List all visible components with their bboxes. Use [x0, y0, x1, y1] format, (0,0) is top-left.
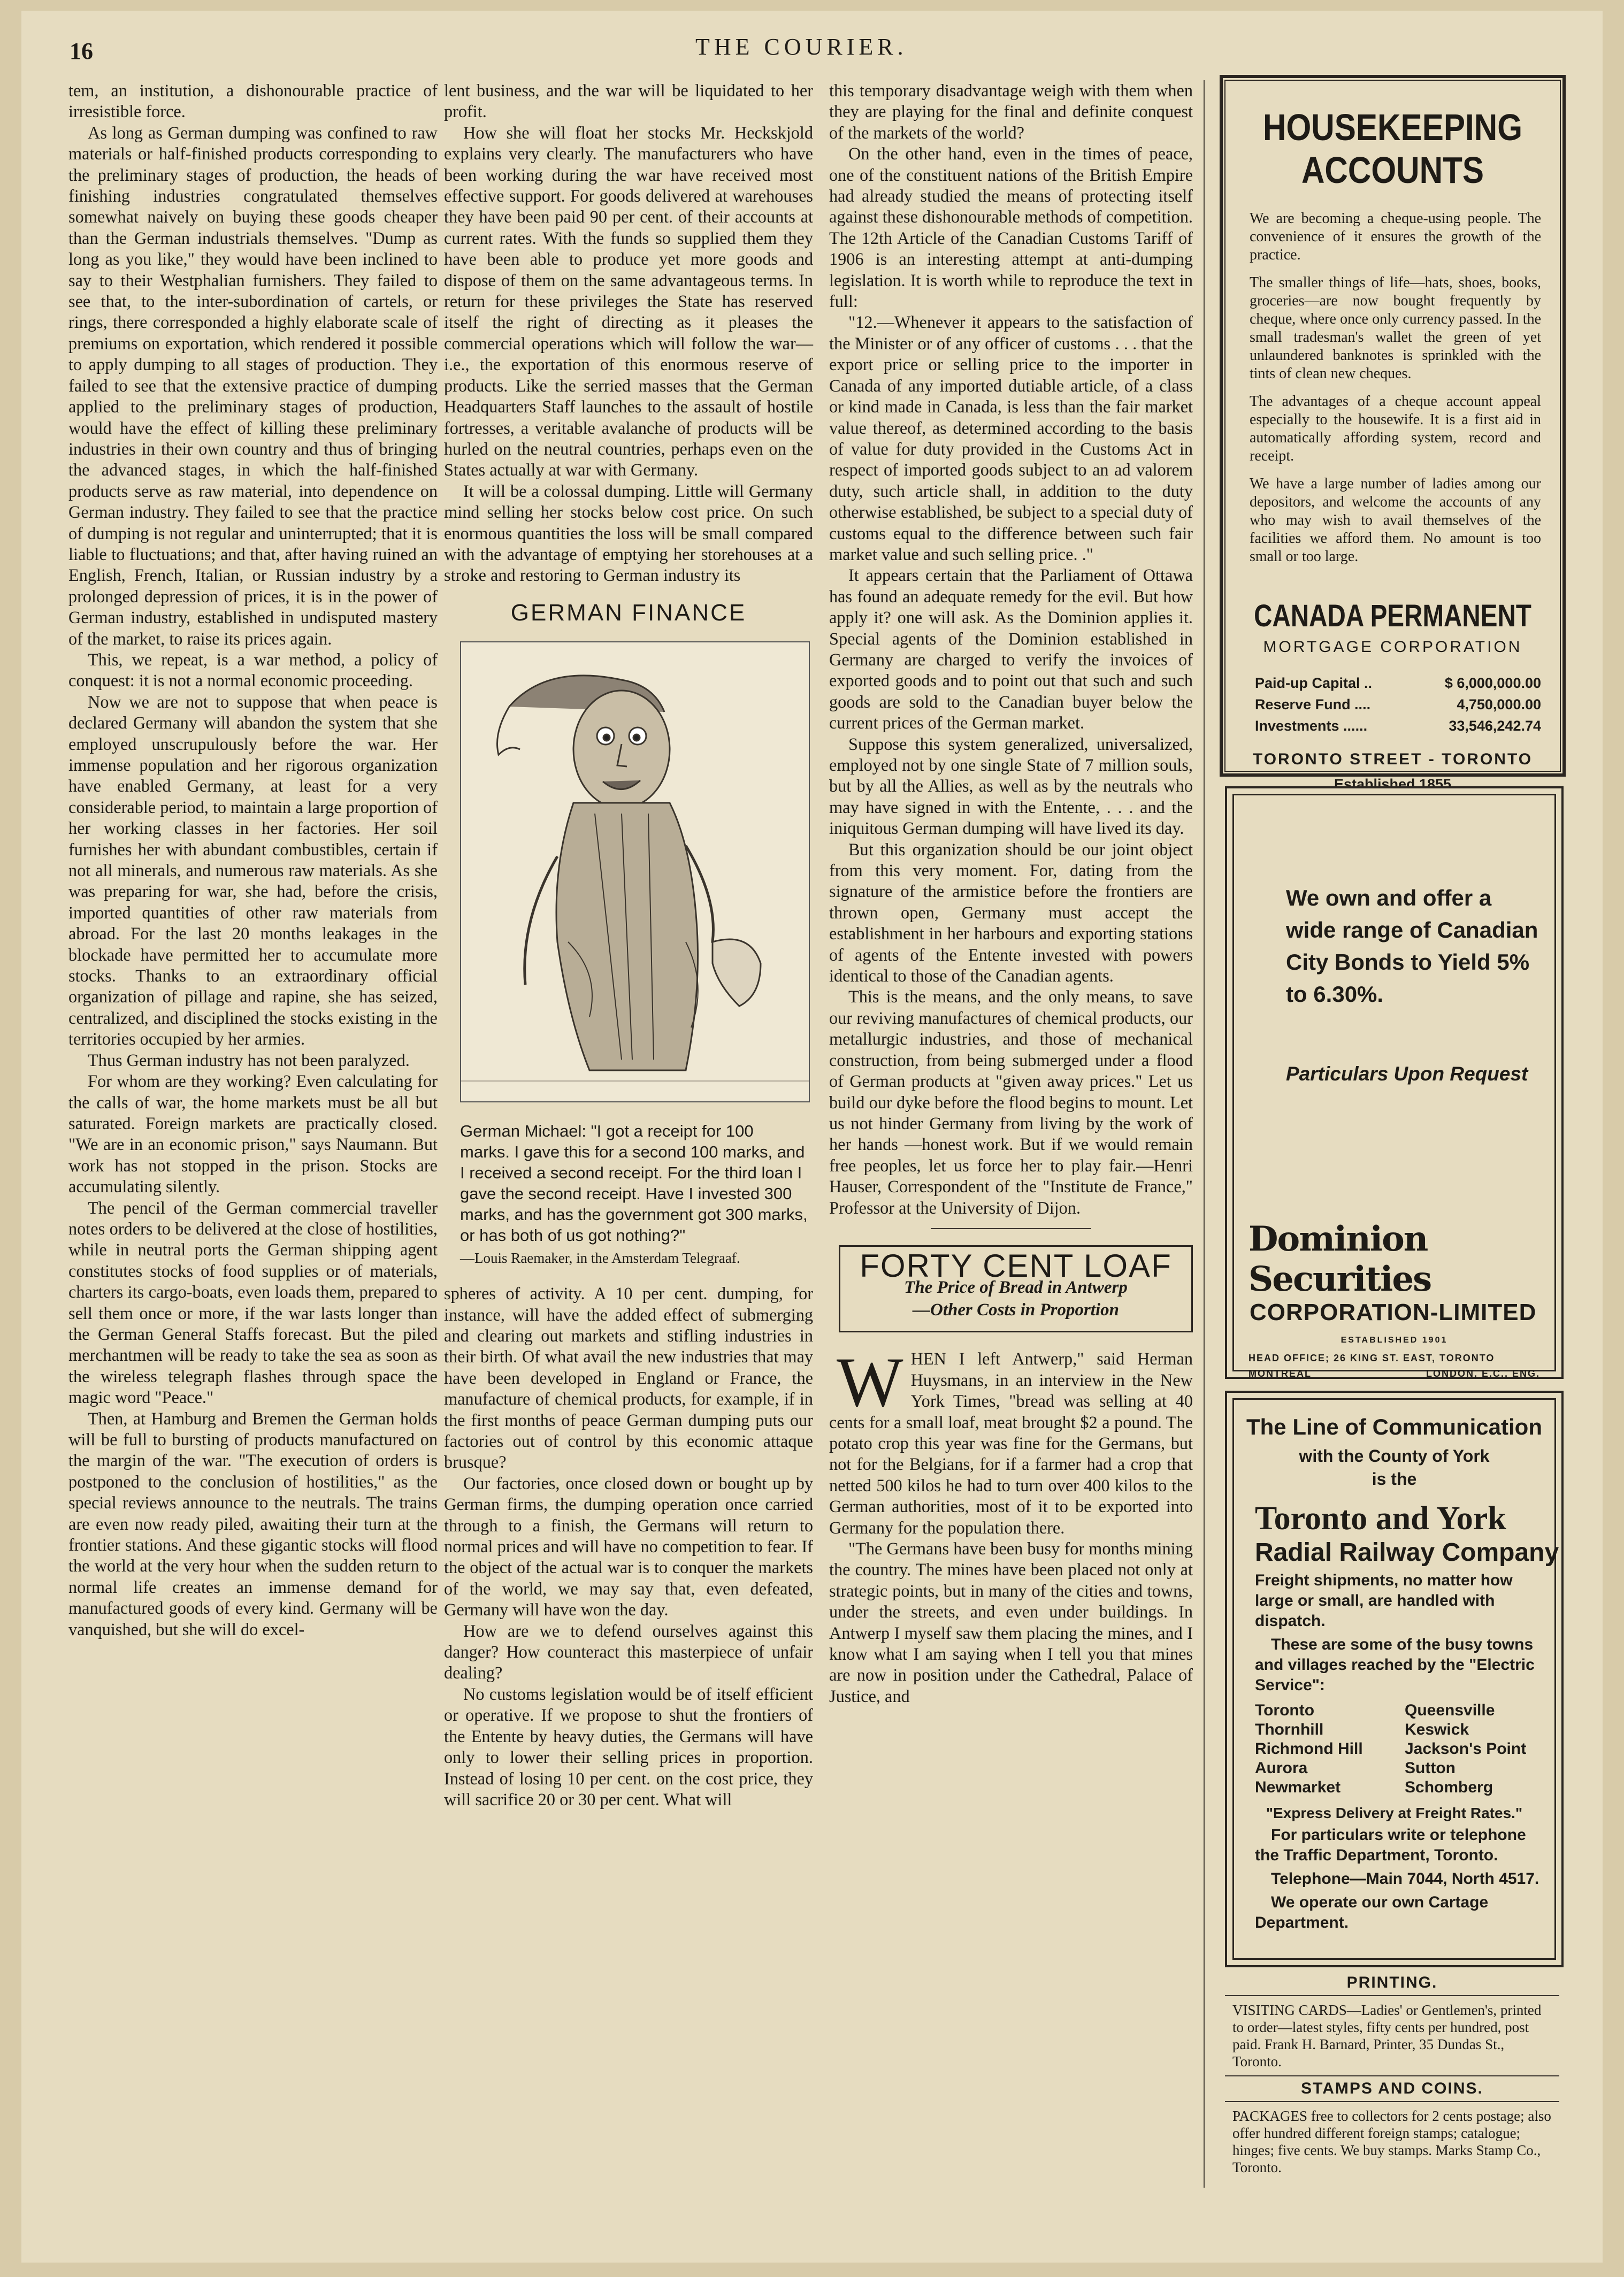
town: Newmarket: [1255, 1778, 1341, 1796]
fin-label: Paid-up Capital ..: [1255, 675, 1373, 691]
head-office-text: HEAD OFFICE; 26 KING ST. EAST, TORONTO: [1248, 1353, 1495, 1363]
branch-city: LONDON, E.C., ENG.: [1426, 1368, 1540, 1379]
article-column-3: [829, 80, 1193, 1707]
town: Aurora: [1255, 1759, 1308, 1777]
company-subtitle: MORTGAGE CORPORATION: [1263, 638, 1522, 656]
fin-value: $ 6,000,000.00: [1444, 675, 1541, 691]
classified-rule: [1225, 1995, 1559, 1996]
ad-title: [1246, 106, 1538, 191]
classified-heading: STAMPS AND COINS.: [1301, 2080, 1483, 2097]
ad-paragraph: We are becoming a cheque-using people. The convenience of it ensures the growth of the practice.: [1250, 210, 1541, 263]
ad-paragraph: The advantages of a cheque account appeal especially to the housewife. It is a first aid in automatically affording system, record and receipt.: [1250, 393, 1541, 464]
town: Queensville: [1405, 1701, 1495, 1719]
ad-paragraph: These are some of the busy towns and villages reached by the "Electric Service":: [1255, 1636, 1535, 1694]
cartoon-heading: GERMAN FINANCE: [510, 599, 747, 626]
article-paragraph: tem, an institution, a dishonourable practice of irresistible force.: [68, 81, 438, 121]
company-subtitle: Radial Railway Company: [1255, 1538, 1559, 1567]
article-paragraph: Then, at Hamburg and Bremen the German holds will be full to bursting of products manufactured on the margin of the war. "The execution of orders is postponed to the conclusion of hostilities," as the special reviews announce to the neutrals. The trains are even now ready piled, awaiting their turn at the frontier stations. And these gigantic stocks will flood the world at the very hour when the sudden return to normal life creates an immense demand for manufactured goods of every kind. Germany will be vanquished, but she will do excel-: [68, 1408, 438, 1639]
town: Sutton: [1405, 1759, 1456, 1777]
masthead-title: THE COURIER.: [695, 34, 908, 60]
article-paragraph: lent business, and the war will be liquidated to her profit.: [444, 81, 813, 121]
branch-city: MONTREAL: [1248, 1368, 1312, 1379]
article-paragraph: But this organization should be our joint object from this very moment. For, dating from the signature of the armistice before the frontiers are thrown open, Germany must accept the establishment in her harbours and exporting stations of agents of the Entente invested with powers identical to those of the Canadian agents.: [829, 839, 1193, 986]
ad-offer-text: We own and offer a wide range of Canadian City Bonds to Yield 5% to 6.30%.: [1286, 885, 1538, 1007]
fin-label: Reserve Fund ....: [1255, 696, 1371, 712]
company-name: Toronto and York: [1255, 1500, 1506, 1537]
article-paragraph: This is the means, and the only means, to save our reviving manufactures of chemical products, our metallurgic industries, and those of mechanical construction, from being submerged under a flood of German products at "given away prices." Let us build our dyke before the flood begins to mount. Let us not hinder Germany from living by the work of her hands —honest work. But if we would remain free peoples, let us force her to play fair.—Henri Hauser, Correspondent of the "Institute de France," Professor at the University of Dijon.: [829, 987, 1193, 1217]
cartoon-caption: German Michael: "I got a receipt for 100 marks. I gave this for a second 100 marks, and I received a second receipt. For the third loan I gave the second receipt. Have I invested 300 marks, and has the government got 300 marks, or has both of us got nothing?": [460, 1122, 808, 1245]
forty-cent-loaf-heading-box: [839, 1245, 1193, 1332]
classified-rule: [1225, 2075, 1559, 2076]
article-paragraph: Suppose this system generalized, universalized, employed not by one single State of 7 million souls, but by all the Allies, as well as by the neutrals who may have signed in with the Entente, . . . and the iniquitous German dumping will have lived its day.: [829, 734, 1193, 838]
ad-dominion-securities: [1225, 786, 1564, 1379]
article-subtitle: —Other Costs in Proportion: [912, 1300, 1119, 1320]
financial-row: [1255, 715, 1541, 737]
column-rule: [1204, 80, 1205, 2188]
head-office: [1248, 1353, 1540, 1364]
financial-row: [1255, 694, 1541, 715]
town: Jackson's Point: [1405, 1740, 1527, 1758]
express-slogan: "Express Delivery at Freight Rates.": [1266, 1805, 1523, 1821]
cartoon-credit: —Louis Raemaker, in the Amsterdam Telegraaf.: [460, 1250, 740, 1267]
ad-paragraph: We have a large number of ladies among our depositors, and welcome the accounts of any who may wish to avail themselves of the facilities we afford them. No amount is too small or too large.: [1250, 476, 1541, 565]
ad-headline: The Line of Communication: [1246, 1414, 1542, 1439]
ad-housekeeping-accounts: [1220, 75, 1566, 792]
classified-text: PACKAGES free to collectors for 2 cents postage; also offer hundred different foreign stamps; catalogue; hinges; five cents. We buy stamps. Marks Stamp Co., Toronto.: [1232, 2108, 1551, 2175]
town: Richmond Hill: [1255, 1740, 1363, 1758]
town: Thornhill: [1255, 1721, 1324, 1738]
article-paragraph: "The Germans have been busy for months mining the country. The mines have been placed not only at strategic points, but in many of the cities and towns, under the streets, and even under buildings. In Antwerp I myself saw them placing the mines, and I know what I am saying when I tell you that mines are now in position under the Cathedral, Palace of Justice, and: [829, 1539, 1193, 1706]
article-paragraph: Now we are not to suppose that when peace is declared Germany will abandon the system that she employed unscrupulously before the war. Her immense population and her rigorous organization have enabled Germany, at least for a very considerable period, to maintain a large proportion of her working classes in her factories. Her soil furnishes her with abundant combustibles, certain if not all minerals, and numerous raw materials. As she was preparing for war, she had, before the crisis, imported quantities of other raw materials from abroad. For the last 20 months leakages in the blockade have permitted her to accumulate more stocks. Thanks to an extraordinary official organization of pillage and rapine, she has seized, centralized, and disciplined the stocks existing in the territories occupied by her armies.: [68, 692, 438, 1049]
company-name: CANADA PERMANENT: [1254, 599, 1531, 633]
article-paragraph: On the other hand, even in the times of peace, one of the constituent nations of the British Empire had already studied the means of protecting itself against these dishonourable methods of competition. The 12th Article of the Canadian Customs Tariff of 1906 is an interesting attempt at anti-dumping legislation. It is worth while to reproduce the text in full:: [829, 144, 1193, 311]
fin-value: 4,750,000.00: [1457, 696, 1541, 712]
ad-paragraph: Freight shipments, no matter how large or small, are handled with dispatch.: [1255, 1571, 1513, 1630]
article-paragraph-text: HEN I left Antwerp," said Herman Huysmans, in an interview in the New York Times, "bread was selling at 40 cents for a small loaf, meat brought $2 a pound. The potato crop this year was fine for the Germans, but not for the Belgians, for if a farmer had a crop that netted 500 kilos he had to turn over 400 kilos to the German authorities, most of it to be exported into Germany for the population there.: [829, 1349, 1193, 1537]
classified-text: VISITING CARDS—Ladies' or Gentlemen's, printed to order—latest styles, fifty cents per hundred, post paid. Frank H. Barnard, Printer, 35 Dundas St., Toronto.: [1232, 2002, 1542, 2069]
ad-title-line: ACCOUNTS: [1301, 149, 1484, 191]
branch-offices: [1248, 1368, 1540, 1379]
article-column-2: [444, 80, 813, 1810]
financial-row: [1255, 672, 1541, 694]
fin-value: 33,546,242.74: [1449, 718, 1541, 734]
article-paragraph: As long as German dumping was confined to raw materials or half-finished products corresponding to the preliminary stages of production, the heads of finishing industries congratulated themselves somewhat naively on buying these goods cheaper than the German industrials themselves. "Dump as long as you like," they would have been inclined to say to their Westphalian furnishers. They failed to see that, to the inter-subordination of cartels, or rings, there corresponded a highly elaborate scale of premiums on exportation, which rendered it possible to apply dumping to all stages of production. They failed to see that the extensive practice of dumping applied to the preliminary stages of production, would have the effect of killing these preliminary industries in their own country and thus of bringing the advanced stages, in which the half-finished products serve as raw material, into dependence on German industry. They failed to see that the practice of dumping is not regular and uninterrupted; that it is liable to fluctuations; and that, after having ruined an English, French, Italian, or Russian industry by a prolonged depression of prices, it is in the power of German industry, established in undisputed mastery of the market, to raise its prices again.: [68, 122, 438, 648]
article-subtitle: The Price of Bread in Antwerp: [904, 1278, 1128, 1298]
article-paragraph: How are we to defend ourselves against this danger? How counteract this masterpiece of unfair dealing?: [444, 1621, 813, 1683]
classified-heading: PRINTING.: [1346, 1974, 1438, 1991]
article-column-1: [68, 80, 438, 1640]
ad-headline: with the County of York: [1299, 1446, 1490, 1466]
ad-paragraph: We operate our own Cartage Department.: [1255, 1893, 1489, 1931]
cartoon-illustration: [461, 642, 809, 1101]
german-michael-cartoon: [460, 641, 810, 1102]
page-number: 16: [70, 38, 93, 64]
established-date: Established 1855: [1334, 776, 1452, 792]
article-paragraph: [829, 1343, 1193, 1538]
article-paragraph: For whom are they working? Even calculating for the calls of war, the home markets must be all but saturated. Foreign markets are practically closed. "We are in an economic prison," says Naumann. But work has not stopped in the prison. Stocks are accumulating silently.: [68, 1071, 438, 1197]
article-title: FORTY CENT LOAF: [860, 1247, 1172, 1284]
article-paragraph: this temporary disadvantage weigh with them when they are playing for the final and definite conquest of the markets of the world?: [829, 81, 1193, 142]
ad-headline: is the: [1372, 1469, 1417, 1489]
town-list: [1255, 1701, 1540, 1797]
article-paragraph: It appears certain that the Parliament of Ottawa has found an adequate remedy for the evil. But how apply it? one will ask. As the Dominion applies it. Special agents of the Dominion established in Germany are charged to verify the invoices of exported goods and to point out that such and such goods are sold to the Canadian buyer below the current prices of the German market.: [829, 565, 1193, 733]
company-subtitle: CORPORATION-LIMITED: [1250, 1299, 1537, 1325]
company-name: Dominion Securities: [1248, 1219, 1431, 1299]
fin-label: Investments ......: [1255, 718, 1368, 734]
drop-cap: W: [837, 1343, 903, 1422]
town: Toronto: [1255, 1701, 1315, 1719]
company-address: TORONTO STREET - TORONTO: [1252, 750, 1533, 768]
ad-radial-railway: [1225, 1391, 1564, 1967]
article-paragraph: "12.—Whenever it appears to the satisfaction of the Minister or of any officer of customs . . . that the export price or selling price to the importer in Canada of any imported dutiable article, of a class or kind made in Canada, is less than the fair market value thereof, as determined according to the basis of value for duty provided in the Customs Act in respect of imported goods subject to an ad valorem duty, such article shall, in addition to the duty otherwise established, be subject to a special duty of customs equal to the difference between such fair market value and such selling price. .": [829, 312, 1193, 564]
classified-rule: [1225, 2101, 1559, 2102]
article-paragraph: No customs legislation would be of itself efficient or operative. If we propose to shut the frontiers of the Entente by heavy duties, the Germans will have only to lower their selling prices in proportion. Instead of losing 10 per cent. on the cost price, they will sacrifice 20 or 30 per cent. What will: [444, 1684, 813, 1809]
article-paragraph: This, we repeat, is a war method, a policy of conquest: it is not a normal economic proceeding.: [68, 649, 438, 691]
ad-paragraph: For particulars write or telephone the Traffic Department, Toronto.: [1255, 1826, 1526, 1864]
financial-table: [1255, 672, 1541, 737]
article-paragraph: The pencil of the German commercial traveller notes orders to be delivered at the close of hostilities, while in neutral ports the German shipping agent constitutes stocks of food supplies or of materials, charters its cargo-boats, even loads them, prepared to sell them once or more, if the war lasts longer than the German General Staffs forecast. But the piled merchantmen will be ready to take the sea as soon as the wireless telegraph flashes through space the magic word "Peace.": [68, 1198, 438, 1407]
article-paragraph: It will be a colossal dumping. Little will Germany mind selling her stocks below cost price. On such enormous quantities the loss will be small compared with the advantage of emptying her storehouses at a stroke and restoring to German industry its: [444, 481, 813, 585]
ad-request-text: Particulars Upon Request: [1286, 1063, 1528, 1085]
classified-ads: [1225, 1974, 1559, 2198]
ad-title-line: HOUSEKEEPING: [1262, 106, 1523, 148]
article-paragraph: How she will float her stocks Mr. Heckskjold explains very clearly. The manufacturers who have been working during the war have received most effective support. For goods delivered at warehouses they have been paid 90 per cent. of their accounts at current rates. With the funds so supplied them they have been able to produce yet more goods and dispose of them on the same advantageous terms. In return for these privileges the State has reserved itself the right of directing as it pleases the commercial operations which will follow the war—i.e., the exportation of this enormous reserve of products. Like the serried masses that the German Headquarters Staff launches to the assault of hostile fortresses, a veritable avalanche of products will be hurled on the neutral countries, perhaps even on the States actually at war with Germany.: [444, 122, 813, 480]
established-date: ESTABLISHED 1901: [1340, 1336, 1448, 1345]
article-paragraph: Our factories, once closed down or bought up by German firms, the dumping operation once carried through to a finish, the Germans will return to normal prices and will have no competition to fear. If the object of the actual war is to conquer the markets of the world, we may say that, even defeated, Germany will have won the day.: [444, 1473, 813, 1620]
ad-paragraph: Telephone—Main 7044, North 4517.: [1271, 1870, 1539, 1888]
ad-paragraph: The smaller things of life—hats, shoes, books, groceries—are now bought frequently by cheque, where once only currency passed. In the small tradesman's wallet the green of yet unlaundered banknotes is sprinkled with the tints of clean new cheques.: [1250, 274, 1541, 382]
town: Keswick: [1405, 1721, 1469, 1738]
article-paragraph: Thus German industry has not been paralyzed.: [88, 1050, 410, 1070]
article-paragraph: spheres of activity. A 10 per cent. dumping, for instance, will have the added effect of submerging and clearing out markets and stifling industries in their birth. Of what avail the new industries that may have been developed in England or France, the manufacture of chemical products, for example, if in the first months of peace German dumping puts our factories out of control by this economic attaque brusque?: [444, 1284, 813, 1472]
section-divider: [931, 1228, 1091, 1229]
town: Schomberg: [1405, 1778, 1493, 1796]
